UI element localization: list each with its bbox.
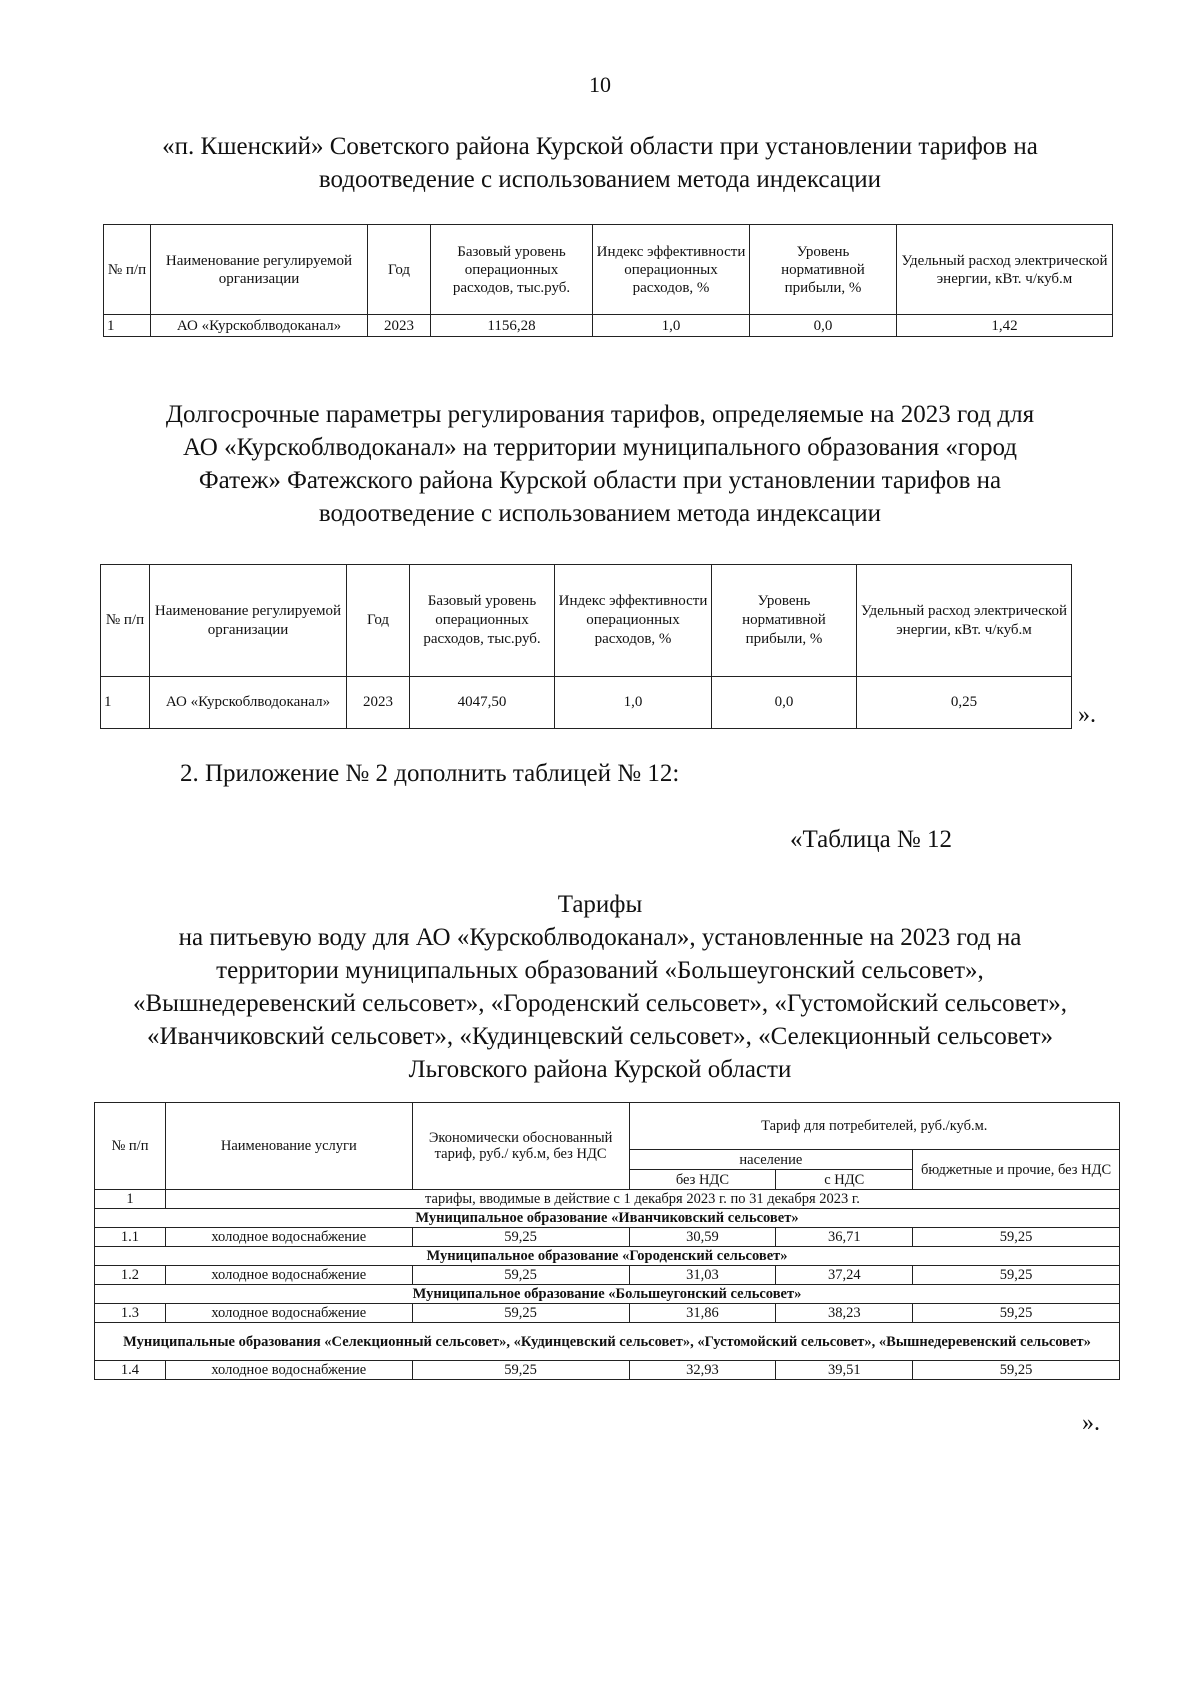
header-budget: бюджетные и прочие, без НДС [913, 1150, 1120, 1190]
cell-econ: 59,25 [412, 1228, 629, 1247]
section3-heading [0, 921, 1200, 1086]
cell-no-vat: 30,59 [629, 1228, 776, 1247]
cell-econ: 59,25 [412, 1304, 629, 1323]
cell-profit-level: 0,0 [750, 315, 897, 337]
cell-service: холодное водоснабжение [165, 1228, 412, 1247]
cell-no-vat: 31,03 [629, 1266, 776, 1285]
section2-heading-line: АО «Курскоблводоканал» на территории муниципального образования «город [182, 434, 1018, 461]
cell-efficiency-index: 1,0 [555, 677, 712, 729]
cell-service: холодное водоснабжение [165, 1361, 412, 1380]
cell-budget: 59,25 [913, 1228, 1120, 1247]
header-no-vat: без НДС [629, 1170, 776, 1190]
page-number: 10 [589, 72, 611, 97]
table-row [95, 1304, 1120, 1323]
period-num: 1 [95, 1190, 166, 1209]
header-with-vat: с НДС [776, 1170, 913, 1190]
table-2 [100, 564, 1072, 729]
section2-heading-line: водоотведение с использованием метода индексации [318, 500, 882, 527]
section1-heading-line: «п. Кшенский» Советского района Курской области при установлении тарифов на [162, 133, 1038, 160]
section3-heading-line: территории муниципальных образований «Большеугонский сельсовет», [216, 957, 984, 984]
table-header-row [101, 565, 1072, 677]
cell-no-vat: 32,93 [629, 1361, 776, 1380]
period-text: тарифы, вводимые в действие с 1 декабря 2023 г. по 31 декабря 2023 г. [165, 1190, 1119, 1209]
table-label: «Таблица № 12 [790, 826, 953, 853]
section2-heading-line: Фатеж» Фатежского района Курской области при установлении тарифов на [198, 467, 1002, 494]
header-num: № п/п [101, 565, 150, 677]
header-econ-tariff: Экономически обоснованный тариф, руб./ куб.м, без НДС [412, 1103, 629, 1190]
cell-vat: 37,24 [776, 1266, 913, 1285]
cell-year: 2023 [347, 677, 410, 729]
closing-quote: ». [1082, 1410, 1100, 1436]
header-energy-consumption: Удельный расход электрической энергии, кВт. ч/куб.м [857, 565, 1072, 677]
cell-budget: 59,25 [913, 1304, 1120, 1323]
cell-econ: 59,25 [412, 1266, 629, 1285]
header-year: Год [347, 565, 410, 677]
header-efficiency-index: Индекс эффективности операционных расходов, % [593, 225, 750, 315]
cell-service: холодное водоснабжение [165, 1304, 412, 1323]
cell-energy-consumption: 1,42 [897, 315, 1113, 337]
header-service: Наименование услуги [165, 1103, 412, 1190]
cell-budget: 59,25 [913, 1361, 1120, 1380]
group-title-row [95, 1247, 1120, 1266]
section2-heading-line: Долгосрочные параметры регулирования тарифов, определяемые на 2023 год для [165, 401, 1035, 428]
cell-vat: 36,71 [776, 1228, 913, 1247]
cell-org: АО «Курскоблводоканал» [151, 315, 368, 337]
table-row [95, 1266, 1120, 1285]
cell-efficiency-index: 1,0 [593, 315, 750, 337]
period-row [95, 1190, 1120, 1209]
cell-org: АО «Курскоблводоканал» [150, 677, 347, 729]
header-consumer-tariff: Тариф для потребителей, руб./куб.м. [629, 1103, 1120, 1150]
table-row [104, 315, 1113, 337]
group-title-row [95, 1209, 1120, 1228]
group-title-row [95, 1323, 1120, 1361]
group-title: Муниципальные образования «Селекционный сельсовет», «Кудинцевский сельсовет», «Густомойский сельсовет», «Вышнедеревенский сельсовет» [95, 1323, 1120, 1361]
section3-heading-line: Льговского района Курской области [408, 1056, 792, 1083]
group-title: Муниципальное образование «Городенский сельсовет» [95, 1247, 1120, 1266]
table-row [101, 677, 1072, 729]
table-row [95, 1228, 1120, 1247]
section3-heading-line: на питьевую воду для АО «Курскоблводоканал», установленные на 2023 год на [178, 924, 1022, 951]
header-num: № п/п [104, 225, 151, 315]
group-title: Муниципальное образование «Иванчиковский сельсовет» [95, 1209, 1120, 1228]
cell-profit-level: 0,0 [712, 677, 857, 729]
section1-heading [0, 130, 1200, 196]
header-num: № п/п [95, 1103, 166, 1190]
header-profit-level: Уровень нормативной прибыли, % [712, 565, 857, 677]
cell-econ: 59,25 [412, 1361, 629, 1380]
table-header-row [104, 225, 1113, 315]
amendment-paragraph: 2. Приложение № 2 дополнить таблицей № 12: [180, 760, 680, 787]
table-1 [103, 224, 1113, 337]
header-base-level: Базовый уровень операционных расходов, тыс.руб. [431, 225, 593, 315]
section3-heading-line: «Вышнедеревенский сельсовет», «Городенский сельсовет», «Густомойский сельсовет», [132, 990, 1067, 1017]
header-year: Год [368, 225, 431, 315]
cell-num: 1.4 [95, 1361, 166, 1380]
header-efficiency-index: Индекс эффективности операционных расходов, % [555, 565, 712, 677]
tariff-table [94, 1102, 1120, 1380]
section3-heading-line: «Иванчиковский сельсовет», «Кудинцевский сельсовет», «Селекционный сельсовет» [146, 1023, 1053, 1050]
cell-base-level: 1156,28 [431, 315, 593, 337]
cell-num: 1.3 [95, 1304, 166, 1323]
cell-num: 1 [104, 315, 151, 337]
header-base-level: Базовый уровень операционных расходов, тыс.руб. [410, 565, 555, 677]
cell-num: 1.1 [95, 1228, 166, 1247]
cell-service: холодное водоснабжение [165, 1266, 412, 1285]
cell-budget: 59,25 [913, 1266, 1120, 1285]
cell-year: 2023 [368, 315, 431, 337]
group-title: Муниципальное образование «Большеугонский сельсовет» [95, 1285, 1120, 1304]
section1-heading-line: водоотведение с использованием метода индексации [318, 166, 882, 193]
header-org: Наименование регулируемой организации [151, 225, 368, 315]
cell-vat: 39,51 [776, 1361, 913, 1380]
table-row [95, 1361, 1120, 1380]
header-population: население [629, 1150, 913, 1170]
header-energy-consumption: Удельный расход электрической энергии, кВт. ч/куб.м [897, 225, 1113, 315]
cell-base-level: 4047,50 [410, 677, 555, 729]
cell-num: 1.2 [95, 1266, 166, 1285]
section2-heading [0, 398, 1200, 530]
cell-vat: 38,23 [776, 1304, 913, 1323]
cell-no-vat: 31,86 [629, 1304, 776, 1323]
header-org: Наименование регулируемой организации [150, 565, 347, 677]
header-profit-level: Уровень нормативной прибыли, % [750, 225, 897, 315]
table-header-row [95, 1103, 1120, 1150]
closing-quote: ». [1078, 702, 1096, 728]
section3-title: Тарифы [557, 891, 643, 918]
group-title-row [95, 1285, 1120, 1304]
cell-energy-consumption: 0,25 [857, 677, 1072, 729]
cell-num: 1 [101, 677, 150, 729]
